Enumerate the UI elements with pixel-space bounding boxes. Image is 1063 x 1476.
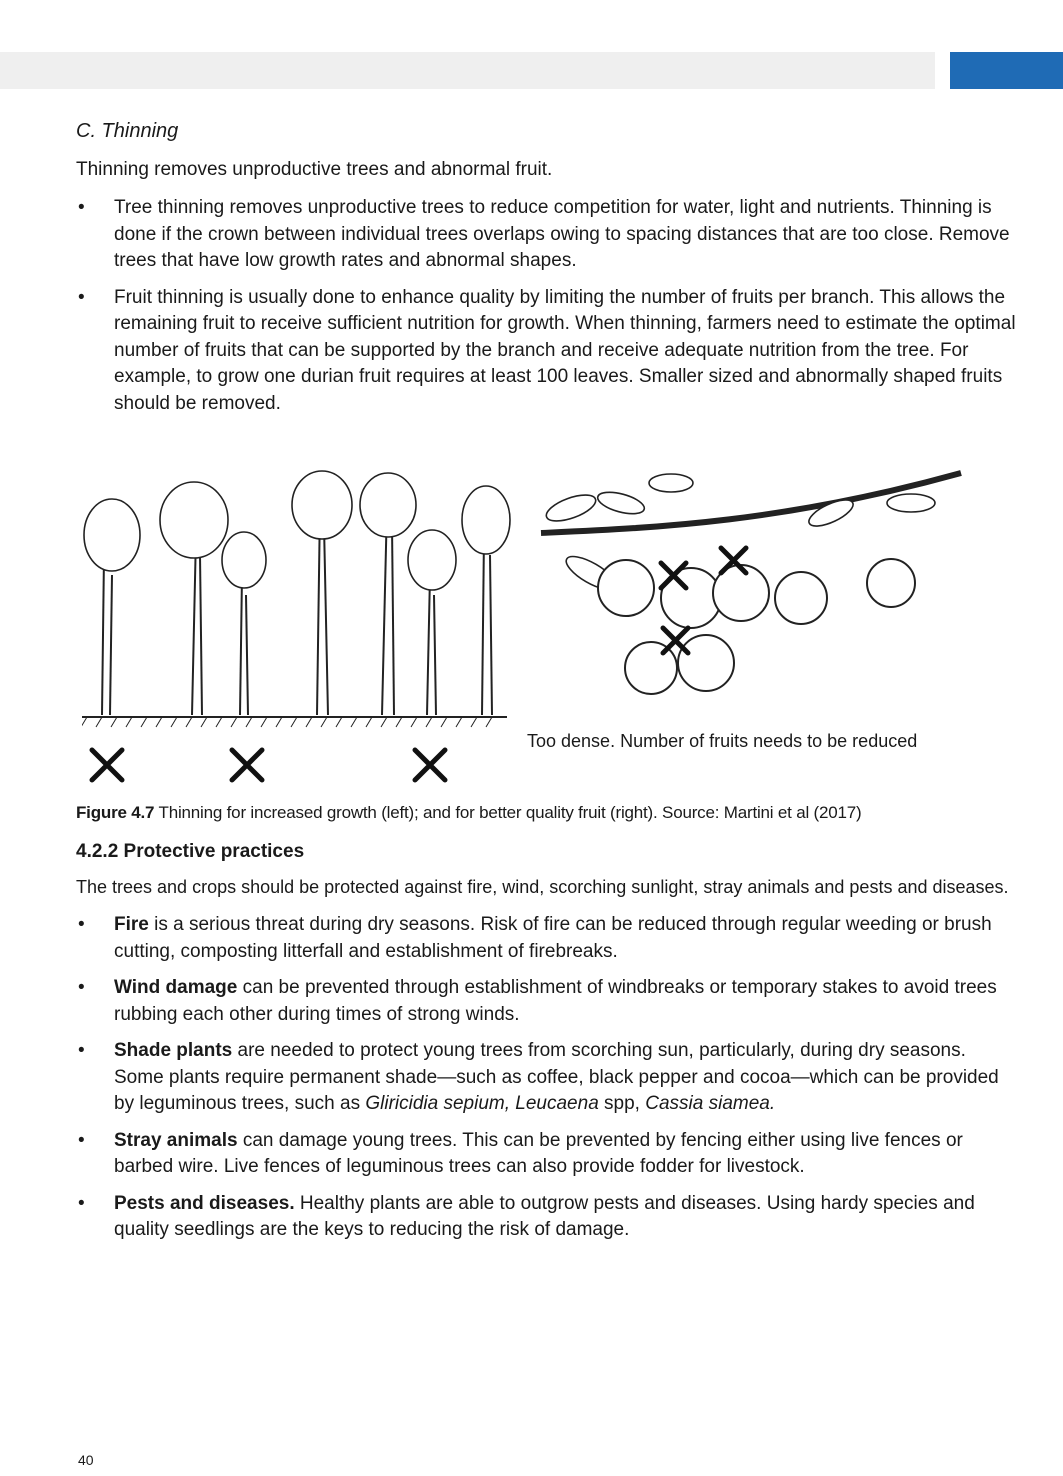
list-item: • Fruit thinning is usually done to enhance quality by limiting the number of fruits per branch. This allows the remaining fruit to receive sufficient nutrition for growth. When thinning, farmers need to estimate the optimal number of fruits that can be supported by the branch and receive adequate nutrition from the tree. For example, to grow one durian fruit requires at least 100 leaves. Smaller sized and abnormally shaped fruits should be removed. <box>78 286 1016 414</box>
header-bar <box>0 52 935 89</box>
header-accent-block <box>950 52 1063 89</box>
figure-4-7 <box>76 453 1016 803</box>
list-item: • Tree thinning removes unproductive trees to reduce competition for water, light and nutrients. Thinning is done if the crown between individual trees overlaps owing to spacing distances that are too close. Remove trees that have low growth rates and abnormal shapes. <box>78 197 1010 271</box>
figure-label: Figure 4.7 <box>76 803 155 822</box>
bullet-icon: • <box>78 286 85 308</box>
list-item: • Stray animals can damage young trees. This can be prevented by fencing either using live fences or barbed wire. Live fences of leguminous trees can also provide fodder for livestock. <box>78 1129 963 1177</box>
bullet-icon: • <box>78 1040 85 1061</box>
fruit-thinning-illustration <box>531 453 971 723</box>
figure-annotation: Too dense. Number of fruits needs to be reduced <box>527 731 918 751</box>
bullet-icon: • <box>78 197 85 218</box>
bullet-icon: • <box>78 1129 85 1151</box>
tree-thinning-illustration <box>82 465 512 785</box>
list-item: • Wind damage can be prevented through establishment of windbreaks or temporary stakes to avoid trees rubbing each other during times of strong winds. <box>78 977 997 1025</box>
subsection-heading: C. Thinning <box>76 120 179 142</box>
list-item: • Pests and diseases. Healthy plants are able to outgrow pests and diseases. Using hardy species and quality seedlings are the keys to reducing the risk of damage. <box>78 1192 975 1240</box>
thinning-intro: Thinning removes unproductive trees and abnormal fruit. <box>76 159 553 180</box>
bullet-icon: • <box>78 1192 85 1214</box>
page-content <box>76 120 1016 1254</box>
section-heading: 4.2.2 Protective practices <box>76 841 305 862</box>
list-item: • Fire is a serious threat during dry seasons. Risk of fire can be reduced through regular weeding or brush cutting, composting litterfall and establishment of firebreaks. <box>78 914 992 962</box>
bullet-icon: • <box>78 914 85 935</box>
page-number: 40 <box>78 1452 94 1468</box>
thinning-bullet-list <box>76 195 1016 417</box>
bullet-icon: • <box>78 977 85 998</box>
list-item: • Shade plants are needed to protect young trees from scorching sun, particularly, during dry seasons. Some plants require permanent shade—such as coffee, black pepper and cocoa—which can be provided by leguminous trees, such as Gliricidia sepium, Leucaena spp, Cassia siamea. <box>78 1040 999 1114</box>
section-intro: The trees and crops should be protected against fire, wind, scorching sunlight, stray animals and pests and diseases. <box>76 877 1009 897</box>
protective-bullet-list <box>76 912 1016 1244</box>
figure-caption: Figure 4.7 Thinning for increased growth (left); and for better quality fruit (right). Source: Martini et al (2017) <box>76 803 862 822</box>
